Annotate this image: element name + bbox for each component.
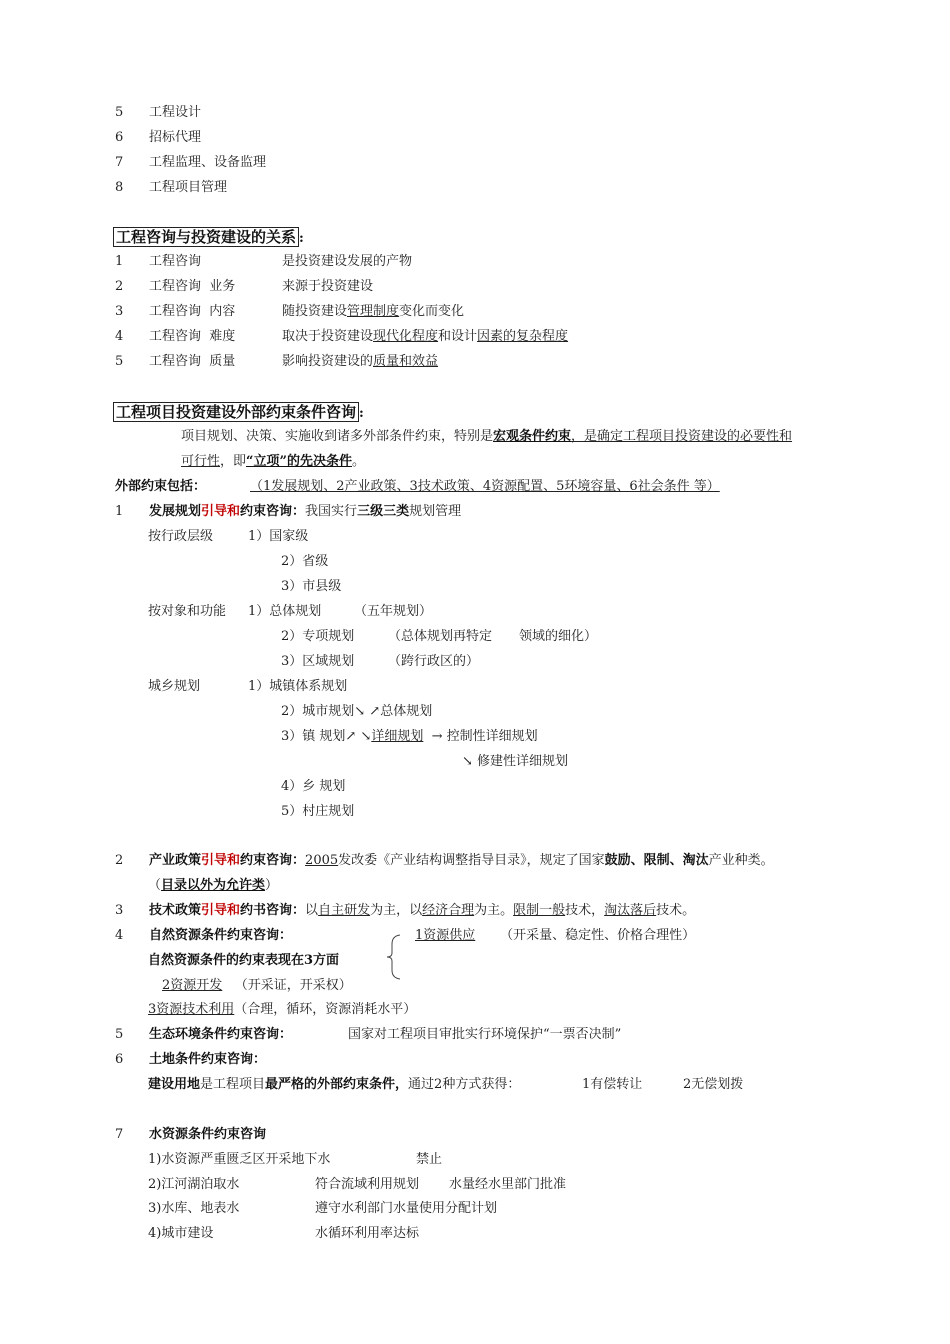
paragraph-line: 项目规划、决策、实施收到诸多外部条件约束，特别是宏观条件约束，是确定工程项目投资建设的必要性和 <box>181 429 793 444</box>
urban-item: ↘ 修建性详细规划 <box>462 754 569 769</box>
item-5: 5 生态环境条件约束咨询： <box>115 1027 293 1042</box>
obj-note: （五年规划） <box>354 604 433 619</box>
row-desc: 是投资建设发展的产物 <box>282 254 413 269</box>
item-6-desc: 建设用地是工程项目最严格的外部约束条件，通过2种方式获得： <box>148 1077 521 1092</box>
obj-item: 1）总体规划 <box>248 604 322 619</box>
water-rule: 水循环利用率达标 <box>315 1226 420 1241</box>
water-row: 2)江河湖泊取水 <box>148 1177 240 1192</box>
table-row: 4 工程咨询 难度 <box>115 329 236 344</box>
water-rule: 符合流域利用规划 <box>315 1177 420 1192</box>
urban-item: 3）镇 规划↗ ↘详细规划 → 控制性详细规划 <box>281 729 538 744</box>
list-item: 6 招标代理 <box>115 130 202 145</box>
water-rule: 遵守水利部门水量使用分配计划 <box>315 1201 498 1216</box>
item-6-way: 1有偿转让 <box>582 1077 643 1092</box>
table-row: 2 工程咨询 业务 <box>115 279 236 294</box>
row-desc: 取决于投资建设现代化程度和设计因素的复杂程度 <box>282 329 569 344</box>
table-row: 5 工程咨询 质量 <box>115 354 236 369</box>
obj-item: 3）区域规划 <box>281 654 355 669</box>
item-3: 3 技术政策引导和约书咨询：以自主研发为主，以经济合理为主。限制一般技术，淘汰落后技术。 <box>115 903 696 918</box>
admin-label: 按行政层级 <box>148 529 214 544</box>
list-item: 8 工程项目管理 <box>115 180 228 195</box>
list-item: 7 工程监理、设备监理 <box>115 155 267 170</box>
section-heading: 工程咨询与投资建设的关系 : <box>113 228 304 248</box>
table-row: 1 工程咨询 <box>115 254 202 269</box>
resource-2: 2资源开发 （开采证，开采权） <box>162 978 352 993</box>
ext-label: 外部约束包括： <box>115 479 207 494</box>
obj-label: 按对象和功能 <box>148 604 227 619</box>
water-rule: 禁止 <box>416 1152 443 1167</box>
obj-note: （总体规划再特定 <box>388 629 493 644</box>
section-heading: 工程项目投资建设外部约束条件咨询 : <box>113 403 364 423</box>
item-6: 6 土地条件约束咨询： <box>115 1052 267 1067</box>
resource-3: 3资源技术利用（合理，循环，资源消耗水平） <box>148 1002 417 1017</box>
admin-item: 2）省级 <box>281 554 329 569</box>
brace-icon <box>386 934 402 980</box>
urban-item: 5）村庄规划 <box>281 804 355 819</box>
row-desc: 随投资建设管理制度变化而变化 <box>282 304 465 319</box>
resource-1: 1资源供应 （开采量、稳定性、价格合理性） <box>415 928 696 943</box>
obj-note: （跨行政区的） <box>388 654 480 669</box>
water-rule: 水量经水里部门批准 <box>449 1177 567 1192</box>
item-7: 7 水资源条件约束咨询 <box>115 1127 267 1142</box>
urban-label: 城乡规划 <box>148 679 201 694</box>
item-4: 4 自然资源条件约束咨询： <box>115 928 293 943</box>
water-row: 4)城市建设 <box>148 1226 214 1241</box>
item-1: 1 发展规划引导和约束咨询：我国实行三级三类规划管理 <box>115 504 462 519</box>
resource-sub: 自然资源条件的约束表现在3方面 <box>148 953 340 968</box>
water-row: 1)水资源严重匮乏区开采地下水 <box>148 1152 331 1167</box>
row-desc: 来源于投资建设 <box>282 279 374 294</box>
list-item: 5 工程设计 <box>115 105 202 120</box>
obj-note: 领域的细化） <box>519 629 598 644</box>
admin-item: 3）市县级 <box>281 579 342 594</box>
item-6-way: 2无偿划拨 <box>683 1077 744 1092</box>
obj-item: 2）专项规划 <box>281 629 355 644</box>
water-row: 3)水库、地表水 <box>148 1201 240 1216</box>
item-2-note: （目录以外为允许类） <box>148 878 279 893</box>
urban-item: 4）乡 规划 <box>281 779 346 794</box>
row-desc: 影响投资建设的质量和效益 <box>282 354 439 369</box>
ext-list: （1发展规划、2产业政策、3技术政策、4资源配置、5环境容量、6社会条件 等） <box>250 479 720 494</box>
admin-item: 1）国家级 <box>248 529 309 544</box>
table-row: 3 工程咨询 内容 <box>115 304 236 319</box>
paragraph-line: 可行性，即“立项”的先决条件。 <box>181 454 366 469</box>
item-5-desc: 国家对工程项目审批实行环境保护“一票否决制” <box>348 1027 622 1042</box>
item-2: 2 产业政策引导和约束咨询：2005发改委《产业结构调整指导目录》，规定了国家鼓励、限制、淘汰产业种类。 <box>115 853 774 868</box>
urban-item: 2）城市规划↘ ↗总体规划 <box>281 704 433 719</box>
urban-item: 1）城镇体系规划 <box>248 679 348 694</box>
